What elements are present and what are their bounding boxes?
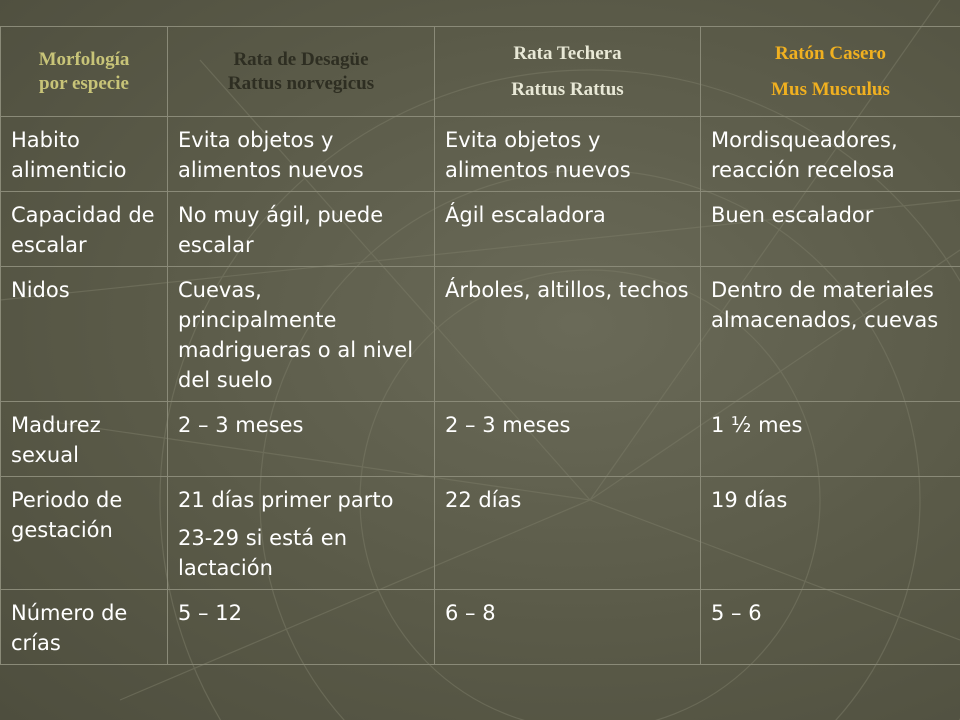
column-header-4	[701, 27, 960, 117]
cell-text: Ágil escaladora	[445, 203, 606, 227]
cell-text: 2 – 3 meses	[445, 413, 571, 437]
cell-text: 23-29 si está en lactación	[178, 526, 348, 580]
table-row	[1, 192, 960, 267]
table-cell	[701, 117, 960, 192]
header-text-line: Rata Techera	[513, 42, 622, 64]
row-label: Capacidad de escalar	[1, 192, 168, 267]
header-text-line: Rata de Desagüe	[233, 48, 369, 70]
column-header-2	[168, 27, 435, 117]
row-label: Número de crías	[1, 590, 168, 665]
cell-text: Buen escalador	[711, 203, 874, 227]
cell-text: 19 días	[711, 488, 788, 512]
table-cell	[168, 402, 435, 477]
cell-text: Mordisqueadores, reacción recelosa	[711, 128, 898, 182]
column-header-3	[435, 27, 701, 117]
table-cell	[435, 267, 701, 402]
table-cell	[168, 267, 435, 402]
cell-text: 5 – 6	[711, 601, 762, 625]
table-cell	[435, 402, 701, 477]
cell-text: Evita objetos y alimentos nuevos	[178, 128, 364, 182]
row-label: Habito alimenticio	[1, 117, 168, 192]
table-cell	[435, 590, 701, 665]
cell-text: Cuevas, principalmente madrigueras o al nivel del suelo	[178, 278, 414, 392]
table-cell	[435, 117, 701, 192]
header-row	[1, 27, 960, 117]
table-row	[1, 590, 960, 665]
table-cell	[701, 402, 960, 477]
table-cell	[168, 590, 435, 665]
table-cell	[701, 477, 960, 590]
header-text-line: por especie	[39, 72, 129, 94]
table-row	[1, 117, 960, 192]
cell-text: Árboles, altillos, techos	[445, 278, 689, 302]
header-text-line: Ratón Casero	[774, 42, 886, 64]
cell-text: Evita objetos y alimentos nuevos	[445, 128, 631, 182]
table-row	[1, 267, 960, 402]
table-cell	[701, 590, 960, 665]
header-text-line: Rattus Rattus	[511, 78, 624, 100]
table-cell	[168, 192, 435, 267]
table-cell	[701, 192, 960, 267]
header-text-line: Mus Musculus	[771, 78, 890, 100]
species-morphology-table	[0, 26, 960, 665]
cell-text: 6 – 8	[445, 601, 496, 625]
row-label: Nidos	[1, 267, 168, 402]
cell-text: 2 – 3 meses	[178, 413, 304, 437]
cell-text: 1 ½ mes	[711, 413, 803, 437]
header-text-line: Morfología	[38, 48, 130, 70]
column-header-1	[1, 27, 168, 117]
cell-text: Dentro de materiales almacenados, cuevas	[711, 278, 939, 332]
table-cell	[168, 477, 435, 590]
table-row	[1, 402, 960, 477]
cell-text: 21 días primer parto	[178, 488, 394, 512]
row-label: Madurez sexual	[1, 402, 168, 477]
table-cell	[435, 192, 701, 267]
cell-text: 5 – 12	[178, 601, 242, 625]
table-cell	[701, 267, 960, 402]
table-cell	[168, 117, 435, 192]
cell-text: No muy ágil, puede escalar	[178, 203, 384, 257]
header-text-line: Rattus norvegicus	[227, 72, 375, 94]
table-row	[1, 477, 960, 590]
row-label: Periodo de gestación	[1, 477, 168, 590]
table-cell	[435, 477, 701, 590]
cell-text: 22 días	[445, 488, 522, 512]
